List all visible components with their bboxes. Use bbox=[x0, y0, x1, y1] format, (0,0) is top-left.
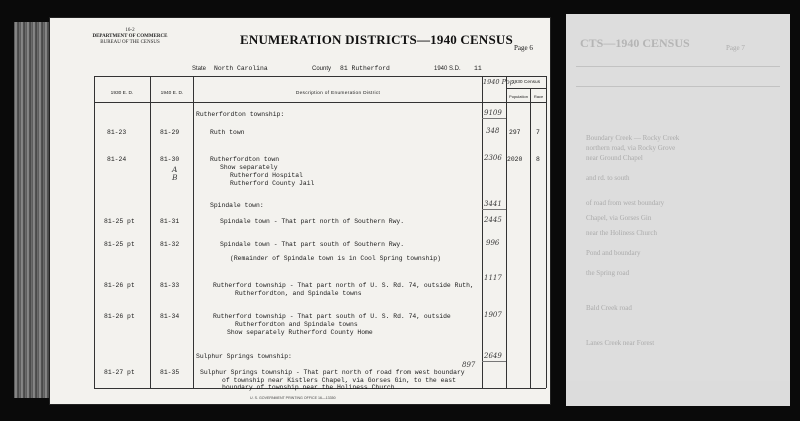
row-description: boundary of township near the Holiness Church bbox=[222, 384, 395, 391]
state-label: State bbox=[192, 66, 207, 72]
row-1930-ed: 81-27 pt bbox=[104, 369, 135, 376]
row-description: Spindale town - That part north of Southern Rwy. bbox=[220, 218, 405, 225]
book-page-edges bbox=[14, 22, 50, 398]
row-description: Show separately bbox=[220, 164, 278, 171]
census-document-page bbox=[50, 18, 550, 404]
printing-office-footer: U. S. GOVERNMENT PRINTING OFFICE 16—13350 bbox=[250, 396, 336, 400]
col-1930-census: 1930 Census bbox=[511, 80, 541, 85]
dept-code: 16-2 bbox=[125, 28, 135, 33]
row-description: of township near Kistlers Chapel, via Gorses Gin, to the east bbox=[222, 377, 456, 384]
row-description: Ruth town bbox=[210, 129, 245, 136]
page-title: ENUMERATION DISTRICTS—1940 CENSUS bbox=[240, 32, 513, 47]
row-description: Rutherfordton township: bbox=[196, 111, 285, 118]
row-description: (Remainder of Spindale town is in Cool Spring township) bbox=[230, 255, 441, 262]
row-1930-ed: 81-24 bbox=[107, 156, 127, 163]
row-1940-pop: 2649 bbox=[484, 352, 502, 360]
row-1940-pop: 9109 bbox=[484, 109, 502, 117]
row-1930-ed: 81-26 pt bbox=[104, 282, 135, 289]
row-1940-pop: 1117 bbox=[484, 274, 502, 282]
row-description: Show separately Rutherford County Home bbox=[227, 329, 373, 336]
state-value: North Carolina bbox=[214, 65, 268, 72]
row-1940-ed: 81-33 bbox=[160, 282, 180, 289]
row-margin-note: A B bbox=[172, 165, 178, 182]
col-description: Description of Enumeration District bbox=[295, 91, 381, 96]
row-description: Rutherford Hospital bbox=[230, 172, 303, 179]
sd-value: 11 bbox=[474, 65, 482, 72]
row-description: Rutherfordton town bbox=[210, 156, 280, 163]
row-race: 7 bbox=[536, 129, 540, 136]
row-1930-population: 297 bbox=[509, 129, 521, 136]
col-1930-ed: 1930 E. D. bbox=[110, 91, 134, 96]
row-description: Sulphur Springs township - That part north of road from west boundary bbox=[200, 369, 465, 376]
row-1940-ed: 81-35 bbox=[160, 369, 180, 376]
county-label: County bbox=[312, 66, 332, 72]
col-race: Race bbox=[533, 94, 544, 99]
row-1940-pop: 1907 bbox=[484, 311, 502, 319]
facing-page-bleedthrough: CTS—1940 CENSUS Page 7 Boundary Creek — Rocky Creek northern road, via Rocky Grove near Ground Chapel and rd. to south of road from west boundary Chapel, via Gorses Gin near the Holiness Church Pond and boundary the Spring road Bald Creek road Lanes Creek near Forest bbox=[566, 14, 790, 406]
row-1940-pop: 897 bbox=[462, 361, 476, 369]
dept-name: DEPARTMENT OF COMMERCE bbox=[92, 34, 168, 39]
row-description: Rutherford County Jail bbox=[230, 180, 315, 187]
row-description: Rutherford township - That part north of U. S. Rd. 74, outside Ruth, bbox=[213, 282, 474, 289]
row-1940-ed: 81-34 bbox=[160, 313, 180, 320]
page-number bbox=[514, 44, 533, 52]
row-1940-pop: 2306 bbox=[484, 154, 502, 162]
col-1940-ed: 1940 E. D. bbox=[160, 91, 184, 96]
row-1930-ed: 81-26 pt bbox=[104, 313, 135, 320]
row-1940-ed: 81-32 bbox=[160, 241, 180, 248]
row-race: 8 bbox=[536, 156, 540, 163]
page-label: Page bbox=[514, 44, 528, 52]
row-1940-pop: 348 bbox=[486, 127, 500, 135]
row-1930-ed: 81-25 pt bbox=[104, 218, 135, 225]
row-1940-pop: 2445 bbox=[484, 216, 502, 224]
row-description: Spindale town - That part south of Southern Rwy. bbox=[220, 241, 405, 248]
page-number-value: 6 bbox=[529, 44, 533, 52]
row-1940-ed: 81-30 bbox=[160, 156, 180, 163]
row-description: Sulphur Springs township: bbox=[196, 353, 292, 360]
row-1940-pop: 996 bbox=[486, 239, 500, 247]
row-1930-population: 2020 bbox=[507, 156, 523, 163]
row-1940-ed: 81-31 bbox=[160, 218, 180, 225]
col-population: Population bbox=[509, 94, 528, 99]
county-value: 81 Rutherford bbox=[340, 65, 390, 72]
row-1930-ed: 81-25 pt bbox=[104, 241, 135, 248]
department-block bbox=[90, 28, 170, 46]
sd-label: 1940 S.D. bbox=[434, 66, 461, 72]
row-description: Spindale town: bbox=[210, 202, 264, 209]
row-1930-ed: 81-23 bbox=[107, 129, 127, 136]
col-1940-pop: 1940 Pop. bbox=[483, 78, 516, 86]
row-1940-pop: 3441 bbox=[484, 200, 502, 208]
row-description: Rutherford township - That part south of U. S. Rd. 74, outside bbox=[213, 313, 451, 320]
row-description: Rutherfordton and Spindale towns bbox=[235, 321, 358, 328]
bureau-name: BUREAU OF THE CENSUS bbox=[100, 40, 160, 45]
row-1940-ed: 81-29 bbox=[160, 129, 180, 136]
row-description: Rutherfordton, and Spindale towns bbox=[235, 290, 362, 297]
